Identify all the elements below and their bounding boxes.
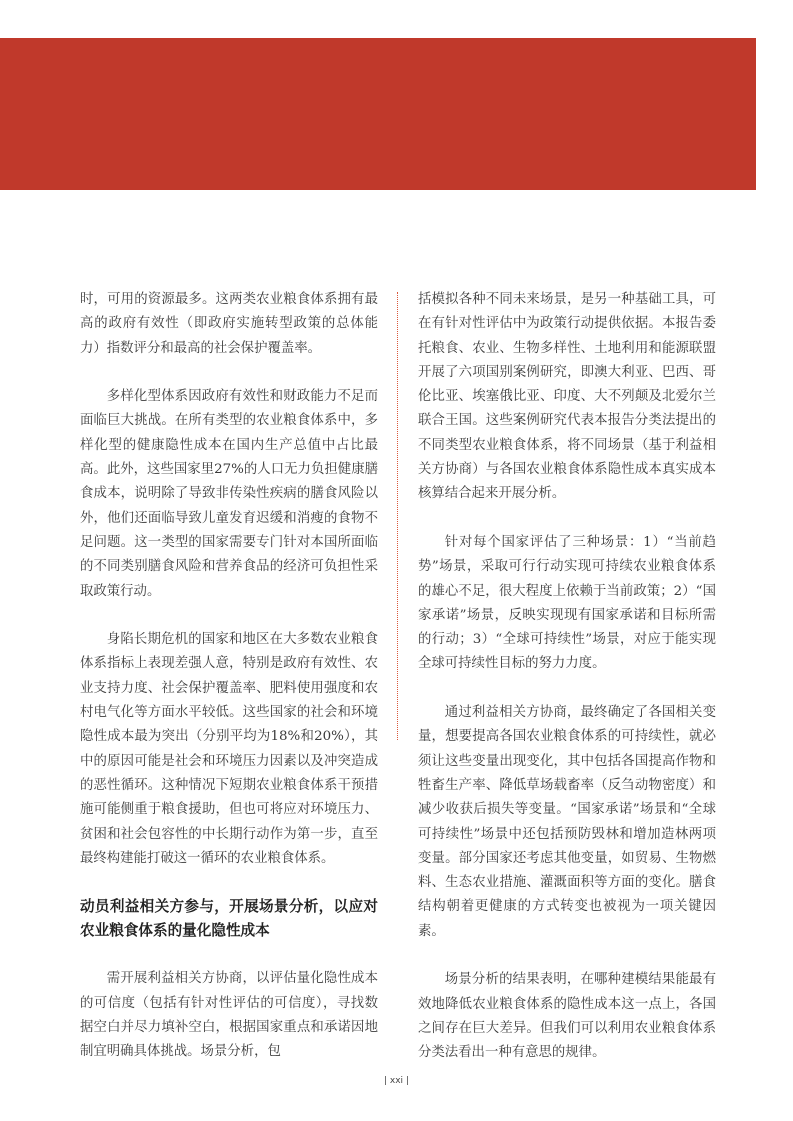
left-column — [80, 288, 378, 1089]
right-column — [418, 288, 716, 1090]
left-paragraph-3: 身陷长期危机的国家和地区在大多数农业粮食体系指标上表现差强人意，特别是政府有效性、农业支持力度、社会保护覆盖率、肥料使用强度和农村电气化等方面水平较低。这些国家的社会和环境隐性成本最为突出（分别平均为18%和20%），其中的原因可能是社会和环境压力因素以及冲突造成的恶性循环。这种情况下短期农业粮食体系干预措施可能侧重于粮食援助，但也可将应对环境压力、贫困和社会包容性的中长期行动作为第一步，直至最终构建能打破这一循环的农业粮食体系。 — [80, 632, 378, 866]
left-paragraph-2: 多样化型体系因政府有效性和财政能力不足而面临巨大挑战。在所有类型的农业粮食体系中，多样化型的健康隐性成本在国内生产总值中占比最高。此外，这些国家里27%的人口无力负担健康膳食成本，说明除了导致非传染性疾病的膳食风险以外，他们还面临导致儿童发育迟缓和消瘦的食物不足问题。这一类型的国家需要专门针对本国所面临的不同类别膳食风险和营养食品的经济可负担性采取政策行动。 — [80, 389, 378, 599]
section-heading: 动员利益相关方参与，开展场景分析，以应对农业粮食体系的量化隐性成本 — [80, 898, 378, 940]
left-paragraph-4: 需开展利益相关方协商，以评估量化隐性成本的可信度（包括有针对性评估的可信度），寻找数据空白并尽力填补空白，根据国家重点和承诺因地制宜明确具体挑战。场景分析，包 — [80, 971, 378, 1060]
left-paragraph-1: 时，可用的资源最多。这两类农业粮食体系拥有最高的政府有效性（即政府实施转型政策的总体能力）指数评分和最高的社会保护覆盖率。 — [80, 292, 378, 356]
page-number: | xxi | — [384, 1076, 409, 1086]
right-paragraph-1: 括模拟各种不同未来场景，是另一种基础工具，可在有针对性评估中为政策行动提供依据。本报告委托粮食、农业、生物多样性、土地利用和能源联盟开展了六项国别案例研究，即澳大利亚、巴西、哥伦比亚、埃塞俄比亚、印度、大不列颠及北爱尔兰联合王国。这些案例研究代表本报告分类法提出的不同类型农业粮食体系，将不同场景（基于利益相关方协商）与各国农业粮食体系隐性成本真实成本核算结合起来开展分析。 — [418, 292, 716, 502]
header-banner — [0, 38, 756, 190]
right-paragraph-2: 针对每个国家评估了三种场景：1）“当前趋势”场景，采取可行行动实现可持续农业粮食体系的雄心不足，很大程度上依赖于当前政策；2）“国家承诺”场景，反映实现现有国家承诺和目标所需的行动；3）“全球可持续性”场景，对应于能实现全球可持续性目标的努力力度。 — [418, 534, 716, 672]
column-divider — [397, 292, 398, 740]
right-paragraph-4: 场景分析的结果表明，在哪种建模结果能最有效地降低农业粮食体系的隐性成本这一点上，各国之间存在巨大差异。但我们可以利用农业粮食体系分类法看出一种有意思的规律。 — [418, 972, 716, 1061]
right-paragraph-3: 通过利益相关方协商，最终确定了各国相关变量，想要提高各国农业粮食体系的可持续性，就必须让这些变量出现变化，其中包括各国提高作物和牲畜生产率、降低草场载畜率（反刍动物密度）和减少收获后损失等变量。“国家承诺”场景和“全球可持续性”场景中还包括预防毁林和增加造林两项变量。部分国家还考虑其他变量，如贸易、生物燃料、生态农业措施、灌溉面积等方面的变化。膳食结构朝着更健康的方式转变也被视为一项关键因素。 — [418, 705, 716, 939]
